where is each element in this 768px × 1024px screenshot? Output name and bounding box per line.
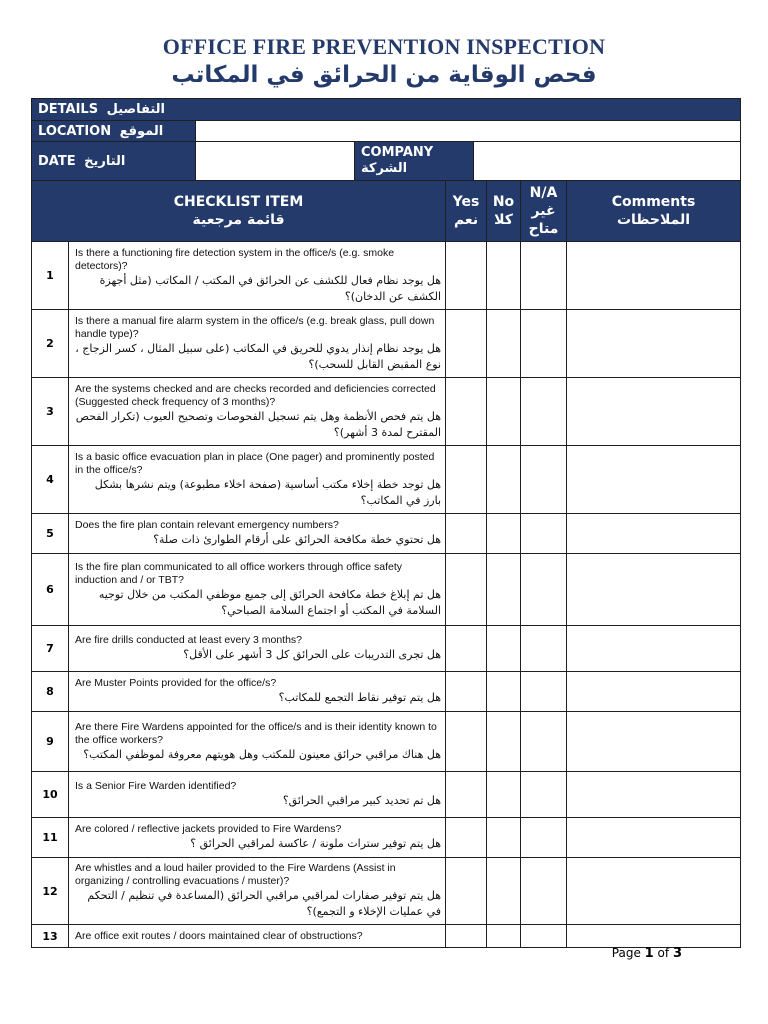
item-question-english: Are the systems checked and are checks recorded and deficiencies corrected (Suggested check frequency of 3 months)? <box>75 382 436 408</box>
item-number: 5 <box>32 514 69 554</box>
yes-cell[interactable] <box>446 446 487 514</box>
yes-cell[interactable] <box>446 672 487 712</box>
item-question-english: Is a Senior Fire Warden identified? <box>75 780 237 792</box>
page-number <box>612 946 682 961</box>
item-question-cell <box>69 378 446 446</box>
item-question-arabic: هل توجد خطة إخلاء مكتب أساسية (صفحة اخلاء مطبوعة) ويتم نشرها بشكل بارز في المكاتب؟ <box>94 477 442 507</box>
yes-cell[interactable] <box>446 626 487 672</box>
item-question-cell <box>69 626 446 672</box>
item-number: 2 <box>32 310 69 378</box>
item-number: 9 <box>32 712 69 772</box>
item-question-cell <box>69 554 446 626</box>
comments-cell[interactable] <box>567 858 741 925</box>
yes-header <box>446 181 487 242</box>
item-question-cell <box>69 925 446 948</box>
yes-cell[interactable] <box>446 514 487 554</box>
comments-cell[interactable] <box>567 514 741 554</box>
item-question-english: Does the fire plan contain relevant emergency numbers? <box>75 519 339 531</box>
item-question-cell <box>69 712 446 772</box>
item-number: 11 <box>32 818 69 858</box>
comments-label: Comments <box>611 194 696 210</box>
item-question-cell <box>69 818 446 858</box>
location-label-arabic: الموقع <box>119 123 164 139</box>
yes-label-arabic: نعم <box>453 212 479 228</box>
page-title: OFFICE FIRE PREVENTION INSPECTION <box>162 34 606 59</box>
na-cell[interactable] <box>521 378 567 446</box>
comments-cell[interactable] <box>567 818 741 858</box>
checklist-row <box>32 818 741 858</box>
comments-cell[interactable] <box>567 310 741 378</box>
comments-cell[interactable] <box>567 712 741 772</box>
item-question-english: Is there a functioning fire detection system in the office/s (e.g. smoke detectors)? <box>75 246 395 272</box>
checklist-row <box>32 514 741 554</box>
checklist-row <box>32 446 741 514</box>
no-cell[interactable] <box>487 554 521 626</box>
no-cell[interactable] <box>487 772 521 818</box>
checklist-row <box>32 378 741 446</box>
na-header <box>521 181 567 242</box>
item-question-english: Are office exit routes / doors maintained clear of obstructions? <box>75 929 363 942</box>
checklist-row <box>32 712 741 772</box>
yes-cell[interactable] <box>446 554 487 626</box>
comments-label-arabic: الملاحظات <box>616 212 691 228</box>
details-label-arabic: التفاصيل <box>106 102 165 117</box>
na-cell[interactable] <box>521 925 567 948</box>
item-number: 3 <box>32 378 69 446</box>
item-number: 4 <box>32 446 69 514</box>
na-cell[interactable] <box>521 514 567 554</box>
na-cell[interactable] <box>521 626 567 672</box>
yes-cell[interactable] <box>446 818 487 858</box>
checklist-row <box>32 554 741 626</box>
no-cell[interactable] <box>487 378 521 446</box>
na-cell[interactable] <box>521 712 567 772</box>
checklist-row <box>32 242 741 310</box>
item-number: 6 <box>32 554 69 626</box>
date-field[interactable] <box>196 142 355 181</box>
yes-cell[interactable] <box>446 378 487 446</box>
company-label-arabic: الشركة <box>361 161 408 176</box>
checklist-table <box>31 180 741 948</box>
item-question-arabic: هل يوجد نظام فعال للكشف عن الحرائق في المكتب / المكاتب (مثل أجهزة الكشف عن الدخان)؟ <box>99 273 442 303</box>
checklist-row <box>32 626 741 672</box>
item-question-english: Are whistles and a loud hailer provided to the Fire Wardens (Assist in organizing / controlling evacuations / muster)? <box>75 862 396 887</box>
yes-label: Yes <box>452 194 480 210</box>
location-label-cell <box>32 121 196 142</box>
no-cell[interactable] <box>487 925 521 948</box>
page-current: 1 <box>644 946 654 961</box>
company-label: COMPANY <box>361 145 434 160</box>
no-cell[interactable] <box>487 672 521 712</box>
checklist-item-label: CHECKLIST ITEM <box>173 194 304 210</box>
item-question-arabic: هل تحتوي خطة مكافحة الحرائق على أرقام الطوارئ ذات صلة؟ <box>153 533 442 546</box>
na-cell[interactable] <box>521 554 567 626</box>
date-label: DATE <box>38 153 76 169</box>
item-question-cell <box>69 672 446 712</box>
item-question-cell <box>69 242 446 310</box>
checklist-row <box>32 672 741 712</box>
comments-cell[interactable] <box>567 772 741 818</box>
item-number: 12 <box>32 858 69 925</box>
item-question-arabic: هل تم إبلاغ خطة مكافحة الحرائق إلى جميع موظفي المكتب من خلال توجيه السلامة في المكتب أو اجتماع السلامة الصباحي؟ <box>98 587 442 617</box>
yes-cell[interactable] <box>446 242 487 310</box>
item-question-cell <box>69 310 446 378</box>
item-question-arabic: هل يتم توفير نقاط التجمع للمكاتب؟ <box>278 691 442 704</box>
location-label: LOCATION <box>38 123 112 139</box>
item-question-arabic: هل هناك مراقبي حرائق معينون للمكتب وهل هويتهم معروفة لموظفي المكتب؟ <box>83 747 442 761</box>
comments-cell[interactable] <box>567 242 741 310</box>
item-question-cell <box>69 446 446 514</box>
no-label: No <box>492 194 515 210</box>
na-cell[interactable] <box>521 310 567 378</box>
comments-cell[interactable] <box>567 925 741 948</box>
item-question-cell <box>69 858 446 925</box>
details-table <box>31 98 741 181</box>
item-number: 7 <box>32 626 69 672</box>
na-cell[interactable] <box>521 818 567 858</box>
page-total: 3 <box>672 946 682 961</box>
no-cell[interactable] <box>487 242 521 310</box>
checklist-row <box>32 310 741 378</box>
item-question-arabic: هل يتم فحص الأنظمة وهل يتم تسجيل الفحوصات وتصحيح العيوب (تكرار الفحص المقترح لمدة 3 أشهر)؟ <box>75 409 442 439</box>
no-header <box>487 181 521 242</box>
item-question-cell <box>69 772 446 818</box>
location-field[interactable] <box>196 121 741 142</box>
date-label-arabic: التاريخ <box>84 153 126 169</box>
na-label-arabic: غير متاح <box>528 203 559 237</box>
company-field[interactable] <box>474 142 741 181</box>
comments-cell[interactable] <box>567 626 741 672</box>
checklist-item-label-arabic: قائمة مرجعية <box>192 212 285 228</box>
item-number: 1 <box>32 242 69 310</box>
item-number: 8 <box>32 672 69 712</box>
item-question-arabic: هل يتم توفير سترات ملونة / عاكسة لمراقبي الحرائق ؟ <box>190 837 442 850</box>
na-cell[interactable] <box>521 672 567 712</box>
no-cell[interactable] <box>487 446 521 514</box>
item-question-english: Are colored / reflective jackets provided to Fire Wardens? <box>75 823 342 835</box>
details-header <box>32 99 741 121</box>
comments-cell[interactable] <box>567 446 741 514</box>
item-question-cell <box>69 514 446 554</box>
comments-cell[interactable] <box>567 378 741 446</box>
yes-cell[interactable] <box>446 858 487 925</box>
checklist-row <box>32 925 741 948</box>
yes-cell[interactable] <box>446 712 487 772</box>
checklist-row <box>32 858 741 925</box>
checklist-item-header <box>32 181 446 242</box>
item-question-arabic: هل تجرى التدريبات على الحرائق كل 3 أشهر على الأقل؟ <box>183 648 442 661</box>
item-question-english: Is the fire plan communicated to all office workers through office safety induction and / or TBT? <box>75 560 403 586</box>
yes-cell[interactable] <box>446 772 487 818</box>
no-cell[interactable] <box>487 712 521 772</box>
na-cell[interactable] <box>521 446 567 514</box>
no-label-arabic: كلا <box>494 212 513 228</box>
page-title-arabic: فحص الوقاية من الحرائق في المكاتب <box>171 62 597 88</box>
item-question-arabic: هل يوجد نظام إنذار يدوي للحريق في المكاتب (على سبيل المثال ، كسر الزجاج ، نوع المقبض القابل للسحب)؟ <box>75 341 442 371</box>
comments-cell[interactable] <box>567 554 741 626</box>
item-question-english: Is there a manual fire alarm system in the office/s (e.g. break glass, pull down handle type)? <box>75 314 435 340</box>
no-cell[interactable] <box>487 626 521 672</box>
na-cell[interactable] <box>521 858 567 925</box>
yes-cell[interactable] <box>446 310 487 378</box>
page-of: of <box>657 946 670 960</box>
date-label-cell <box>32 142 196 181</box>
na-cell[interactable] <box>521 242 567 310</box>
comments-header <box>567 181 741 242</box>
page-label: Page <box>611 946 641 960</box>
na-label: N/A <box>529 185 558 201</box>
no-cell[interactable] <box>487 858 521 925</box>
no-cell[interactable] <box>487 514 521 554</box>
na-cell[interactable] <box>521 772 567 818</box>
item-question-english: Are there Fire Wardens appointed for the office/s and is their identity known to the office workers? <box>75 720 437 746</box>
item-number: 10 <box>32 772 69 818</box>
item-question-arabic: هل يتم توفير صفارات لمراقبي مراقبي الحرائق (المساعدة في تنظيم / التحكم في عمليات الإخلاء و التجمع)؟ <box>87 889 442 918</box>
comments-cell[interactable] <box>567 672 741 712</box>
no-cell[interactable] <box>487 310 521 378</box>
item-question-arabic: هل تم تحديد كبير مراقبي الحرائق؟ <box>282 794 442 807</box>
item-number: 13 <box>32 925 69 948</box>
no-cell[interactable] <box>487 818 521 858</box>
company-label-cell <box>355 142 474 181</box>
checklist-row <box>32 772 741 818</box>
yes-cell[interactable] <box>446 925 487 948</box>
details-label: DETAILS <box>38 102 99 117</box>
item-question-english: Are fire drills conducted at least every 3 months? <box>75 634 303 646</box>
item-question-english: Are Muster Points provided for the office/s? <box>75 677 277 689</box>
item-question-english: Is a basic office evacuation plan in place (One pager) and prominently posted in the office/s? <box>75 450 435 476</box>
